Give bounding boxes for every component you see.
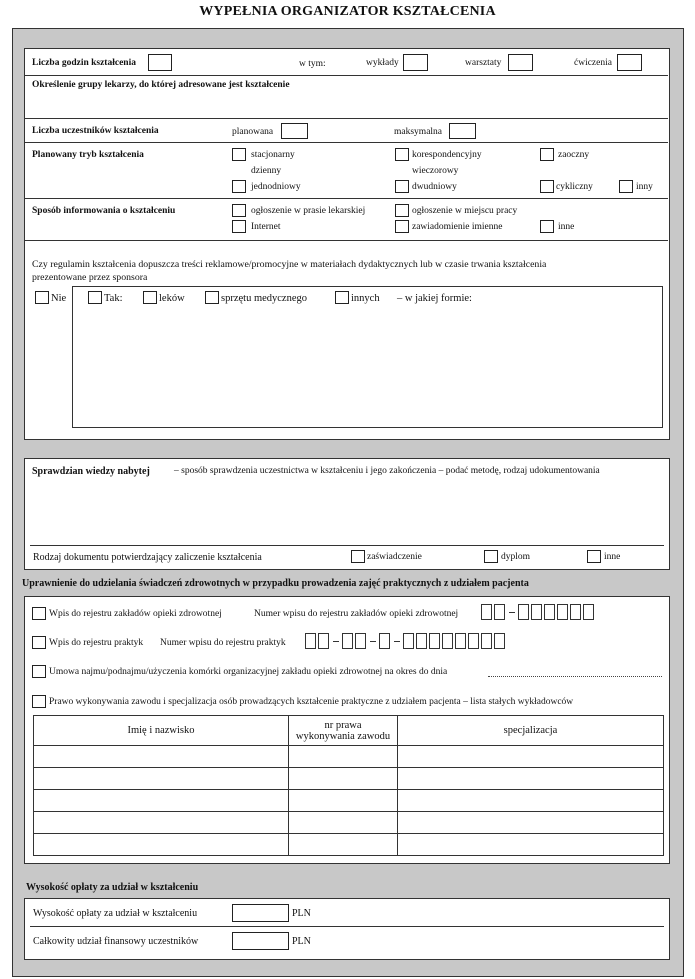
specialization-cell[interactable]	[398, 790, 664, 812]
digit-box[interactable]	[429, 633, 440, 649]
divider	[25, 198, 668, 199]
table-row	[34, 812, 664, 834]
doc-diploma-checkbox[interactable]	[484, 550, 498, 563]
digit-box[interactable]	[318, 633, 329, 649]
doc-option-label: zaświadczenie	[367, 552, 422, 562]
name-cell[interactable]	[34, 768, 289, 790]
info-other-checkbox[interactable]	[540, 220, 554, 233]
separator-dash	[394, 641, 400, 642]
maximum-participants-field[interactable]	[449, 123, 476, 139]
digit-box[interactable]	[544, 604, 555, 620]
table-row	[34, 790, 664, 812]
digit-box[interactable]	[455, 633, 466, 649]
workshops-hours-field[interactable]	[508, 54, 533, 71]
advertising-yes-label: Tak:	[104, 293, 123, 304]
advertising-drugs-checkbox[interactable]	[143, 291, 157, 304]
license-label: Prawo wykonywania zawodu i specjalizacja osób prowadzących kształcenie praktyczne z udziałem pacjenta – lista stałych wykładowców	[49, 697, 574, 707]
advertising-other-label: innych	[351, 293, 380, 304]
info-option-label: inne	[558, 222, 575, 232]
name-cell[interactable]	[34, 790, 289, 812]
mode-extramural-checkbox[interactable]	[540, 148, 554, 161]
mode-option-label: cykliczny	[556, 182, 593, 192]
fee-amount-field[interactable]	[232, 904, 289, 922]
registry-practice-label: Wpis do rejestru praktyk	[49, 638, 144, 648]
divider	[30, 926, 664, 927]
exam-label: Sprawdzian wiedzy nabytej	[32, 466, 150, 477]
mode-two-day-checkbox[interactable]	[395, 180, 409, 193]
digit-box[interactable]	[379, 633, 390, 649]
exam-document-label: Rodzaj dokumentu potwierdzający zaliczenie kształcenia	[33, 552, 262, 563]
exercises-hours-field[interactable]	[617, 54, 642, 71]
advertising-no-checkbox[interactable]	[35, 291, 49, 304]
license-checkbox[interactable]	[32, 695, 46, 708]
header-license-number-line1: nr prawa	[324, 719, 362, 731]
workshops-label: warsztaty	[465, 58, 502, 68]
license-cell[interactable]	[289, 834, 398, 856]
mode-option-label: wieczorowy	[412, 166, 459, 176]
target-group-label: Określenie grupy lekarzy, do której adresowane jest kształcenie	[32, 80, 290, 90]
advertising-equipment-checkbox[interactable]	[205, 291, 219, 304]
specialization-cell[interactable]	[398, 812, 664, 834]
advertising-drugs-label: leków	[159, 293, 185, 304]
header-specialization: specjalizacja	[398, 716, 664, 746]
exercises-label: ćwiczenia	[574, 58, 612, 68]
digit-box[interactable]	[468, 633, 479, 649]
specialization-cell[interactable]	[398, 768, 664, 790]
lecturers-table	[33, 715, 664, 856]
planned-participants-field[interactable]	[281, 123, 308, 139]
separator-dash	[370, 641, 376, 642]
info-option-label: zawiadomienie imienne	[412, 222, 503, 232]
registry-practice-checkbox[interactable]	[32, 636, 46, 649]
mode-one-day-checkbox[interactable]	[232, 180, 246, 193]
lectures-label: wykłady	[366, 58, 399, 68]
mode-option-label: korespondencyjny	[412, 150, 482, 160]
digit-box[interactable]	[403, 633, 414, 649]
license-cell[interactable]	[289, 768, 398, 790]
digit-box[interactable]	[583, 604, 594, 620]
registry-practice-number-label: Numer wpisu do rejestru praktyk	[160, 638, 286, 648]
doc-option-label: dyplom	[501, 552, 531, 562]
lease-label: Umowa najmu/podnajmu/użyczenia komórki organizacyjnej zakładu opieki zdrowotnej na okres do dnia	[49, 667, 448, 677]
mode-label: Planowany tryb kształcenia	[32, 150, 144, 160]
digit-box[interactable]	[531, 604, 542, 620]
form-title: WYPEŁNIA ORGANIZATOR KSZTAŁCENIA	[199, 4, 496, 19]
lease-checkbox[interactable]	[32, 665, 46, 678]
name-cell[interactable]	[34, 746, 289, 768]
digit-box[interactable]	[342, 633, 353, 649]
digit-box[interactable]	[355, 633, 366, 649]
advertising-other-checkbox[interactable]	[335, 291, 349, 304]
mode-option-label: inny	[636, 182, 653, 192]
fee-heading: Wysokość opłaty za udział w kształceniu	[26, 882, 199, 893]
header-license-number	[289, 716, 398, 746]
planned-label: planowana	[232, 127, 274, 137]
header-license-number-line2: wykonywania zawodu	[295, 730, 391, 742]
digit-box[interactable]	[481, 633, 492, 649]
mode-option-label: stacjonarny	[251, 150, 295, 160]
mode-option-label: dzienny	[251, 166, 282, 176]
advertising-form-field[interactable]	[72, 286, 663, 428]
digit-box[interactable]	[442, 633, 453, 649]
share-amount-field[interactable]	[232, 932, 289, 950]
advertising-equipment-label: sprzętu medycznego	[221, 293, 308, 304]
fee-label: Wysokość opłaty za udział w kształceniu	[33, 908, 198, 919]
maximum-label: maksymalna	[394, 127, 443, 137]
mode-correspondence-checkbox[interactable]	[395, 148, 409, 161]
lectures-hours-field[interactable]	[403, 54, 428, 71]
header-name: Imię i nazwisko	[34, 716, 289, 746]
specialization-cell[interactable]	[398, 746, 664, 768]
advertising-question-cont: prezentowane przez sponsora	[32, 272, 148, 283]
share-label: Całkowity udział finansowy uczestników	[33, 936, 199, 947]
advertising-form-label: – w jakiej formie:	[397, 293, 472, 304]
mode-option-label: dwudniowy	[412, 182, 457, 192]
digit-box[interactable]	[305, 633, 316, 649]
separator-dash	[509, 612, 515, 613]
registry-facility-label: Wpis do rejestru zakładów opieki zdrowotnej	[49, 609, 222, 619]
fee-currency: PLN	[292, 908, 311, 919]
rights-heading: Uprawnienie do udzielania świadczeń zdrowotnych w przypadku prowadzenia zajęć praktycznych z udziałem pacjenta	[22, 578, 529, 589]
digit-box[interactable]	[570, 604, 581, 620]
info-option-label: Internet	[251, 222, 281, 232]
exam-description: – sposób sprawdzenia uczestnictwa w kształceniu i jego zakończenia – podać metodę, rodzaj udokumentowania	[174, 466, 600, 476]
digit-box[interactable]	[494, 633, 505, 649]
table-row	[34, 768, 664, 790]
lease-date-field[interactable]	[488, 676, 662, 677]
info-personal-checkbox[interactable]	[395, 220, 409, 233]
doc-certificate-checkbox[interactable]	[351, 550, 365, 563]
divider	[25, 75, 668, 76]
digit-box[interactable]	[518, 604, 529, 620]
name-cell[interactable]	[34, 812, 289, 834]
advertising-yes-checkbox[interactable]	[88, 291, 102, 304]
advertising-no-label: Nie	[51, 293, 67, 304]
name-cell[interactable]	[34, 834, 289, 856]
info-option-label: ogłoszenie w prasie lekarskiej	[251, 206, 366, 216]
doc-option-label: inne	[604, 552, 621, 562]
table-row	[34, 746, 664, 768]
table-row	[34, 834, 664, 856]
info-press-checkbox[interactable]	[232, 204, 246, 217]
share-currency: PLN	[292, 936, 311, 947]
divider	[25, 142, 668, 143]
mode-cyclic-checkbox[interactable]	[540, 180, 554, 193]
license-cell[interactable]	[289, 812, 398, 834]
digit-box[interactable]	[557, 604, 568, 620]
hours-total-field[interactable]	[148, 54, 172, 71]
info-option-label: ogłoszenie w miejscu pracy	[412, 206, 518, 216]
participants-label: Liczba uczestników kształcenia	[32, 126, 159, 136]
registry-facility-number-label: Numer wpisu do rejestru zakładów opieki zdrowotnej	[254, 609, 459, 619]
mode-option-label: jednodniowy	[251, 182, 301, 192]
mode-stationary-checkbox[interactable]	[232, 148, 246, 161]
mode-other-checkbox[interactable]	[619, 180, 633, 193]
info-workplace-checkbox[interactable]	[395, 204, 409, 217]
in-which-label: w tym:	[299, 59, 326, 69]
divider	[25, 118, 668, 119]
hours-label: Liczba godzin kształcenia	[32, 58, 136, 68]
specialization-cell[interactable]	[398, 834, 664, 856]
license-cell[interactable]	[289, 746, 398, 768]
divider	[25, 240, 668, 241]
digit-box[interactable]	[416, 633, 427, 649]
digit-box[interactable]	[494, 604, 505, 620]
separator-dash	[333, 641, 339, 642]
digit-box[interactable]	[481, 604, 492, 620]
divider	[30, 545, 664, 546]
information-label: Sposób informowania o kształceniu	[32, 206, 176, 216]
info-internet-checkbox[interactable]	[232, 220, 246, 233]
doc-other-checkbox[interactable]	[587, 550, 601, 563]
mode-option-label: zaoczny	[558, 150, 590, 160]
advertising-question: Czy regulamin kształcenia dopuszcza treści reklamowe/promocyjne w materiałach dydaktycznych lub w czasie trwania kształcenia	[32, 259, 547, 270]
license-cell[interactable]	[289, 790, 398, 812]
registry-facility-checkbox[interactable]	[32, 607, 46, 620]
